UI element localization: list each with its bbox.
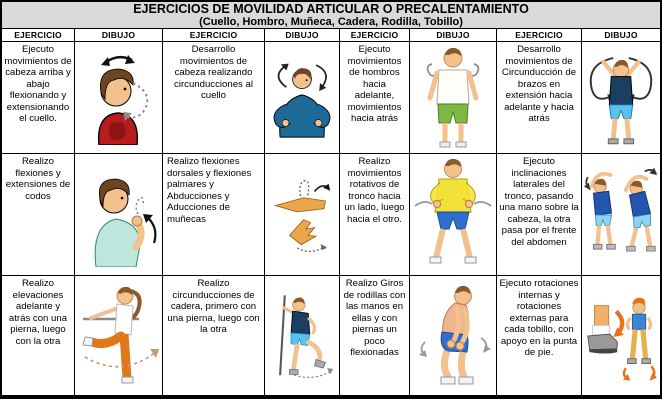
drawing-cell: [582, 154, 660, 276]
ankle-rotation-figure-icon: [584, 281, 658, 391]
drawing-cell: [265, 276, 340, 395]
drawing-cell: [265, 42, 340, 154]
exercise-cell: Desarrollo movimientos de cabeza realizando circunducciones al cuello: [163, 42, 265, 154]
drawing-cell: [265, 154, 340, 276]
knee-rotation-figure-icon: [413, 280, 493, 392]
exercise-cell: Ejecuto movimientos de hombros hacia adelante, movimientos hacia atrás: [340, 42, 410, 154]
column-header-dibujo-1: DIBUJO: [75, 29, 163, 42]
shoulder-roll-figure-icon: [420, 46, 486, 150]
neck-circumduction-figure-icon: [266, 49, 338, 147]
drawing-cell: [410, 154, 497, 276]
head-flexion-figure-icon: [79, 51, 159, 145]
drawing-cell: [582, 276, 660, 395]
exercise-cell: Realizo movimientos rotativos de tronco hacia un lado, luego hacia el otro.: [340, 154, 410, 276]
exercise-grid: [2, 29, 660, 395]
page-title: EJERCICIOS DE MOVILIDAD ARTICULAR O PRECALENTAMIENTO: [133, 2, 529, 16]
hip-circumduction-figure-icon: [266, 281, 338, 391]
leg-swing-figure-icon: [77, 281, 161, 391]
column-header-dibujo-2: DIBUJO: [265, 29, 340, 42]
exercise-cell: Ejecuto inclinaciones laterales del tronco, pasando una mano sobre la cabeza, la otra pasa por el frente del abdomen: [497, 154, 582, 276]
column-header-ejercicio-1: EJERCICIO: [2, 29, 75, 42]
drawing-cell: [582, 42, 660, 154]
column-header-ejercicio-2: EJERCICIO: [163, 29, 265, 42]
column-header-ejercicio-4: EJERCICIO: [497, 29, 582, 42]
elbow-flexion-figure-icon: [78, 163, 160, 267]
exercise-cell: Realizo flexiones dorsales y flexiones palmares y Abducciones y Aducciones de muñecas: [163, 154, 265, 276]
exercise-cell: Ejecuto movimientos de cabeza arriba y abajo flexionando y extensionando el cuello.: [2, 42, 75, 154]
drawing-cell: [410, 276, 497, 395]
column-header-dibujo-3: DIBUJO: [410, 29, 497, 42]
arm-circumduction-figure-icon: [584, 46, 658, 150]
exercise-cell: Realizo elevaciones adelante y atrás con una pierna, luego con la otra: [2, 276, 75, 395]
wrist-movements-hands-icon: [266, 162, 338, 268]
drawing-cell: [75, 42, 163, 154]
side-bend-figures-icon: [584, 160, 658, 270]
exercise-cell: Realizo circunducciones de cadera, primero con una pierna, luego con la otra: [163, 276, 265, 395]
column-header-ejercicio-3: EJERCICIO: [340, 29, 410, 42]
exercise-cell: Realizo Giros de rodillas con las manos en ellas y con piernas un poco flexionadas: [340, 276, 410, 395]
table-title-band: [2, 2, 660, 29]
exercise-cell: Ejecuto rotaciones internas y rotaciones externas para cada tobillo, con apoyo en la punta de pie.: [497, 276, 582, 395]
trunk-rotation-figure-icon: [413, 158, 493, 272]
drawing-cell: [410, 42, 497, 154]
page-subtitle: (Cuello, Hombro, Muñeca, Cadera, Rodilla, Tobillo): [199, 16, 463, 28]
column-header-dibujo-4: DIBUJO: [582, 29, 660, 42]
drawing-cell: [75, 154, 163, 276]
exercise-cell: Realizo flexiones y extensiones de codos: [2, 154, 75, 276]
drawing-cell: [75, 276, 163, 395]
exercise-cell: Desarrollo movimientos de Circunducción de brazos en extensión hacia adelante y hacia atrás: [497, 42, 582, 154]
